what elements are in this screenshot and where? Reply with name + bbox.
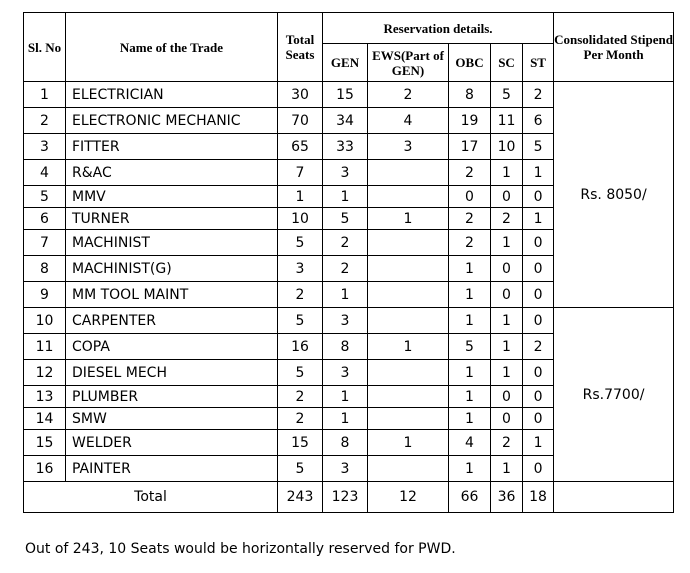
st-cell: 5 bbox=[523, 134, 554, 160]
ews-cell: 1 bbox=[368, 334, 449, 360]
sl-no-cell: 13 bbox=[24, 386, 66, 408]
sc-cell: 1 bbox=[491, 360, 523, 386]
ews-cell bbox=[368, 230, 449, 256]
total-seats-cell: 7 bbox=[278, 160, 323, 186]
header-reservation-details: Reservation details. bbox=[323, 13, 554, 44]
st-cell: 1 bbox=[523, 160, 554, 186]
gen-cell: 2 bbox=[323, 256, 368, 282]
total-seats-cell: 16 bbox=[278, 334, 323, 360]
sc-cell: 0 bbox=[491, 256, 523, 282]
obc-cell: 1 bbox=[449, 308, 491, 334]
stipend-empty-cell bbox=[554, 482, 674, 513]
table-row bbox=[24, 82, 674, 108]
st-sum: 18 bbox=[523, 482, 554, 513]
sl-no-cell: 16 bbox=[24, 456, 66, 482]
sl-no-cell: 10 bbox=[24, 308, 66, 334]
ews-cell bbox=[368, 408, 449, 430]
trade-name-cell: MM TOOL MAINT bbox=[66, 282, 278, 308]
header-sl-no: Sl. No bbox=[24, 13, 66, 82]
st-cell: 0 bbox=[523, 256, 554, 282]
sc-cell: 1 bbox=[491, 308, 523, 334]
total-seats-cell: 2 bbox=[278, 386, 323, 408]
sc-cell: 1 bbox=[491, 456, 523, 482]
trade-name-cell: CARPENTER bbox=[66, 308, 278, 334]
total-seats-cell: 15 bbox=[278, 430, 323, 456]
sc-cell: 11 bbox=[491, 108, 523, 134]
header-gen: GEN bbox=[323, 44, 368, 82]
header-sc: SC bbox=[491, 44, 523, 82]
header-total-seats: Total Seats bbox=[278, 13, 323, 82]
trade-name-cell: TURNER bbox=[66, 208, 278, 230]
stipend-cell-group-2: Rs.7700/ bbox=[554, 308, 674, 482]
gen-sum: 123 bbox=[323, 482, 368, 513]
ews-cell bbox=[368, 186, 449, 208]
st-cell: 0 bbox=[523, 308, 554, 334]
trade-name-cell: PLUMBER bbox=[66, 386, 278, 408]
ews-cell: 1 bbox=[368, 208, 449, 230]
total-seats-cell: 3 bbox=[278, 256, 323, 282]
gen-cell: 1 bbox=[323, 186, 368, 208]
total-seats-cell: 10 bbox=[278, 208, 323, 230]
pwd-reservation-note: Out of 243, 10 Seats would be horizontally reserved for PWD. bbox=[25, 541, 456, 557]
total-seats-cell: 5 bbox=[278, 360, 323, 386]
obc-cell: 0 bbox=[449, 186, 491, 208]
sc-cell: 2 bbox=[491, 430, 523, 456]
gen-cell: 5 bbox=[323, 208, 368, 230]
st-cell: 0 bbox=[523, 408, 554, 430]
sc-cell: 0 bbox=[491, 186, 523, 208]
stipend-cell-group-1: Rs. 8050/ bbox=[554, 82, 674, 308]
trade-name-cell: WELDER bbox=[66, 430, 278, 456]
obc-cell: 17 bbox=[449, 134, 491, 160]
st-cell: 0 bbox=[523, 186, 554, 208]
gen-cell: 1 bbox=[323, 282, 368, 308]
header-trade: Name of the Trade bbox=[66, 13, 278, 82]
gen-cell: 1 bbox=[323, 386, 368, 408]
trade-name-cell: MACHINIST(G) bbox=[66, 256, 278, 282]
gen-cell: 2 bbox=[323, 230, 368, 256]
ews-sum: 12 bbox=[368, 482, 449, 513]
gen-cell: 8 bbox=[323, 430, 368, 456]
total-seats-cell: 2 bbox=[278, 282, 323, 308]
ews-cell bbox=[368, 456, 449, 482]
obc-cell: 1 bbox=[449, 456, 491, 482]
st-cell: 0 bbox=[523, 386, 554, 408]
total-seats-cell: 70 bbox=[278, 108, 323, 134]
ews-cell bbox=[368, 256, 449, 282]
obc-cell: 19 bbox=[449, 108, 491, 134]
header-st: ST bbox=[523, 44, 554, 82]
sl-no-cell: 8 bbox=[24, 256, 66, 282]
sl-no-cell: 6 bbox=[24, 208, 66, 230]
obc-cell: 8 bbox=[449, 82, 491, 108]
sc-cell: 1 bbox=[491, 230, 523, 256]
obc-sum: 66 bbox=[449, 482, 491, 513]
total-seats-cell: 2 bbox=[278, 408, 323, 430]
st-cell: 0 bbox=[523, 456, 554, 482]
sl-no-cell: 12 bbox=[24, 360, 66, 386]
trade-name-cell: R&AC bbox=[66, 160, 278, 186]
trade-name-cell: ELECTRICIAN bbox=[66, 82, 278, 108]
sl-no-cell: 7 bbox=[24, 230, 66, 256]
trade-reservation-table bbox=[23, 12, 674, 513]
obc-cell: 4 bbox=[449, 430, 491, 456]
ews-cell bbox=[368, 160, 449, 186]
obc-cell: 1 bbox=[449, 360, 491, 386]
sl-no-cell: 1 bbox=[24, 82, 66, 108]
sl-no-cell: 3 bbox=[24, 134, 66, 160]
gen-cell: 33 bbox=[323, 134, 368, 160]
st-cell: 2 bbox=[523, 82, 554, 108]
st-cell: 1 bbox=[523, 430, 554, 456]
trade-name-cell: DIESEL MECH bbox=[66, 360, 278, 386]
sl-no-cell: 2 bbox=[24, 108, 66, 134]
total-seats-cell: 5 bbox=[278, 456, 323, 482]
obc-cell: 2 bbox=[449, 160, 491, 186]
gen-cell: 34 bbox=[323, 108, 368, 134]
ews-cell: 3 bbox=[368, 134, 449, 160]
st-cell: 0 bbox=[523, 360, 554, 386]
gen-cell: 3 bbox=[323, 456, 368, 482]
sl-no-cell: 15 bbox=[24, 430, 66, 456]
sc-cell: 5 bbox=[491, 82, 523, 108]
sc-sum: 36 bbox=[491, 482, 523, 513]
st-cell: 1 bbox=[523, 208, 554, 230]
obc-cell: 5 bbox=[449, 334, 491, 360]
st-cell: 2 bbox=[523, 334, 554, 360]
obc-cell: 1 bbox=[449, 386, 491, 408]
ews-cell: 4 bbox=[368, 108, 449, 134]
ews-cell bbox=[368, 386, 449, 408]
obc-cell: 1 bbox=[449, 256, 491, 282]
total-seats-cell: 65 bbox=[278, 134, 323, 160]
gen-cell: 3 bbox=[323, 160, 368, 186]
ews-cell: 1 bbox=[368, 430, 449, 456]
sl-no-cell: 4 bbox=[24, 160, 66, 186]
header-obc: OBC bbox=[449, 44, 491, 82]
sl-no-cell: 11 bbox=[24, 334, 66, 360]
total-seats-cell: 1 bbox=[278, 186, 323, 208]
sc-cell: 1 bbox=[491, 160, 523, 186]
sc-cell: 10 bbox=[491, 134, 523, 160]
trade-name-cell: COPA bbox=[66, 334, 278, 360]
sc-cell: 0 bbox=[491, 282, 523, 308]
obc-cell: 2 bbox=[449, 208, 491, 230]
st-cell: 0 bbox=[523, 282, 554, 308]
total-seats-cell: 30 bbox=[278, 82, 323, 108]
header-ews: EWS(Part of GEN) bbox=[368, 44, 449, 82]
sl-no-cell: 9 bbox=[24, 282, 66, 308]
gen-cell: 1 bbox=[323, 408, 368, 430]
trade-name-cell: MACHINIST bbox=[66, 230, 278, 256]
trade-name-cell: ELECTRONIC MECHANIC bbox=[66, 108, 278, 134]
gen-cell: 3 bbox=[323, 360, 368, 386]
total-row bbox=[24, 482, 674, 513]
total-seats-sum: 243 bbox=[278, 482, 323, 513]
sc-cell: 0 bbox=[491, 386, 523, 408]
sc-cell: 1 bbox=[491, 334, 523, 360]
sc-cell: 0 bbox=[491, 408, 523, 430]
total-seats-cell: 5 bbox=[278, 308, 323, 334]
ews-cell bbox=[368, 360, 449, 386]
total-label: Total bbox=[24, 482, 278, 513]
ews-cell bbox=[368, 308, 449, 334]
ews-cell bbox=[368, 282, 449, 308]
obc-cell: 1 bbox=[449, 408, 491, 430]
gen-cell: 3 bbox=[323, 308, 368, 334]
sl-no-cell: 14 bbox=[24, 408, 66, 430]
total-seats-cell: 5 bbox=[278, 230, 323, 256]
gen-cell: 15 bbox=[323, 82, 368, 108]
sc-cell: 2 bbox=[491, 208, 523, 230]
trade-name-cell: SMW bbox=[66, 408, 278, 430]
trade-name-cell: MMV bbox=[66, 186, 278, 208]
header-row bbox=[24, 13, 674, 44]
trade-name-cell: FITTER bbox=[66, 134, 278, 160]
gen-cell: 8 bbox=[323, 334, 368, 360]
trade-name-cell: PAINTER bbox=[66, 456, 278, 482]
header-stipend: Consolidated Stipend Per Month bbox=[554, 13, 674, 82]
st-cell: 6 bbox=[523, 108, 554, 134]
obc-cell: 2 bbox=[449, 230, 491, 256]
table-row bbox=[24, 308, 674, 334]
ews-cell: 2 bbox=[368, 82, 449, 108]
st-cell: 0 bbox=[523, 230, 554, 256]
obc-cell: 1 bbox=[449, 282, 491, 308]
sl-no-cell: 5 bbox=[24, 186, 66, 208]
